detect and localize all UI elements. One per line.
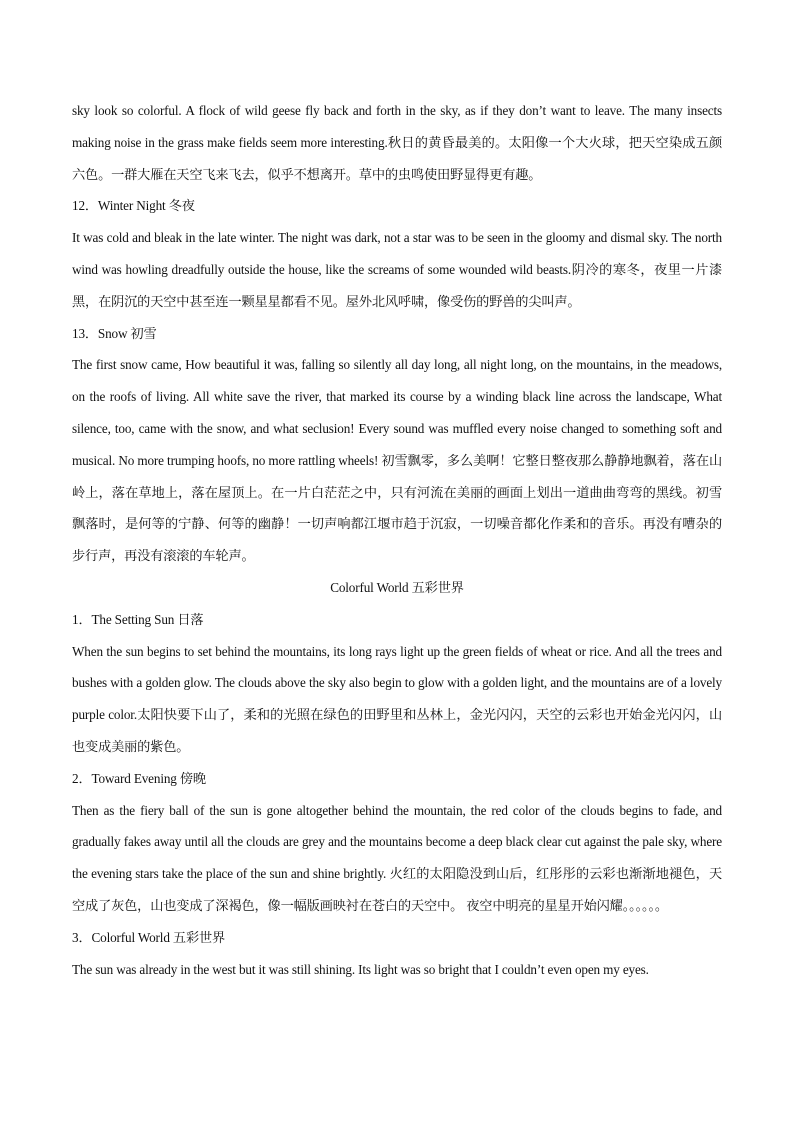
paragraph-colorful-world: The sun was already in the west but it was still shining. Its light was so bright that I couldn’t even open my eyes.	[72, 961, 649, 977]
heading-colorful-world: 3．Colorful World 五彩世界	[72, 929, 226, 945]
document-body	[72, 95, 722, 985]
heading-toward-evening: 2．Toward Evening 傍晚	[72, 770, 206, 786]
paragraph-snow: The first snow came, How beautiful it was, falling so silently all day long, all night long, on the mountains, in the meadows, on the roofs of living. All white save the river, that marked its course by a winding black line across the landscape, What silence, too, came with the snow, and what seclusion! Every sound was muffled every noise changed to something soft and musical. No more trumping hoofs, no more rattling wheels! 初雪飘零，多么美啊！它整日整夜那么静静地飘着，落在山岭上，落在草地上，落在屋顶上。在一片白茫茫之中，只有河流在美丽的画面上划出一道曲曲弯弯的黑线。初雪飘落时，是何等的宁静、何等的幽静！一切声响都江堰市趋于沉寂，一切噪音都化作柔和的音乐。再没有嘈杂的步行声，再没有滚滚的车轮声。	[72, 357, 722, 564]
paragraph-autumn-dusk: sky look so colorful. A flock of wild geese fly back and forth in the sky, as if they don’t want to leave. The many insects making noise in the grass make fields seem more interesting.秋日的黄昏最美的。太阳像一个大火球，把天空染成五颜六色。一群大雁在天空飞来飞去，似乎不想离开。草中的虫鸣使田野显得更有趣。	[72, 103, 722, 182]
section-title-colorful-world: Colorful World 五彩世界	[330, 579, 464, 595]
heading-snow: 13．Snow 初雪	[72, 325, 157, 341]
heading-winter-night: 12．Winter Night 冬夜	[72, 198, 195, 214]
paragraph-setting-sun: When the sun begins to set behind the mountains, its long rays light up the green fields of wheat or rice. And all the trees and bushes with a golden glow. The clouds above the sky also begin to glow with a golden light, and the mountains are of a lovely purple color.太阳快要下山了，柔和的光照在绿色的田野里和丛林上，金光闪闪，天空的云彩也开始金光闪闪，山也变成美丽的紫色。	[72, 643, 722, 754]
paragraph-winter-night: It was cold and bleak in the late winter. The night was dark, not a star was to be seen in the gloomy and dismal sky. The north wind was howling dreadfully outside the house, like the screams of some wounded wild beasts.阴冷的寒冬，夜里一片漆黑，在阴沉的天空中甚至连一颗星星都看不见。屋外北风呼啸，像受伤的野兽的尖叫声。	[72, 230, 722, 309]
heading-setting-sun: 1．The Setting Sun 日落	[72, 611, 204, 627]
paragraph-toward-evening: Then as the fiery ball of the sun is gone altogether behind the mountain, the red color of the clouds begins to fade, and gradually fakes away until all the clouds are grey and the mountains become a deep black clear cut against the pale sky, where the evening stars take the place of the sun and shine brightly. 火红的太阳隐没到山后，红彤彤的云彩也渐渐地褪色，天空成了灰色，山也变成了深褐色，像一幅版画映衬在苍白的天空中。 夜空中明亮的星星开始闪耀。。。。。。	[72, 802, 722, 913]
